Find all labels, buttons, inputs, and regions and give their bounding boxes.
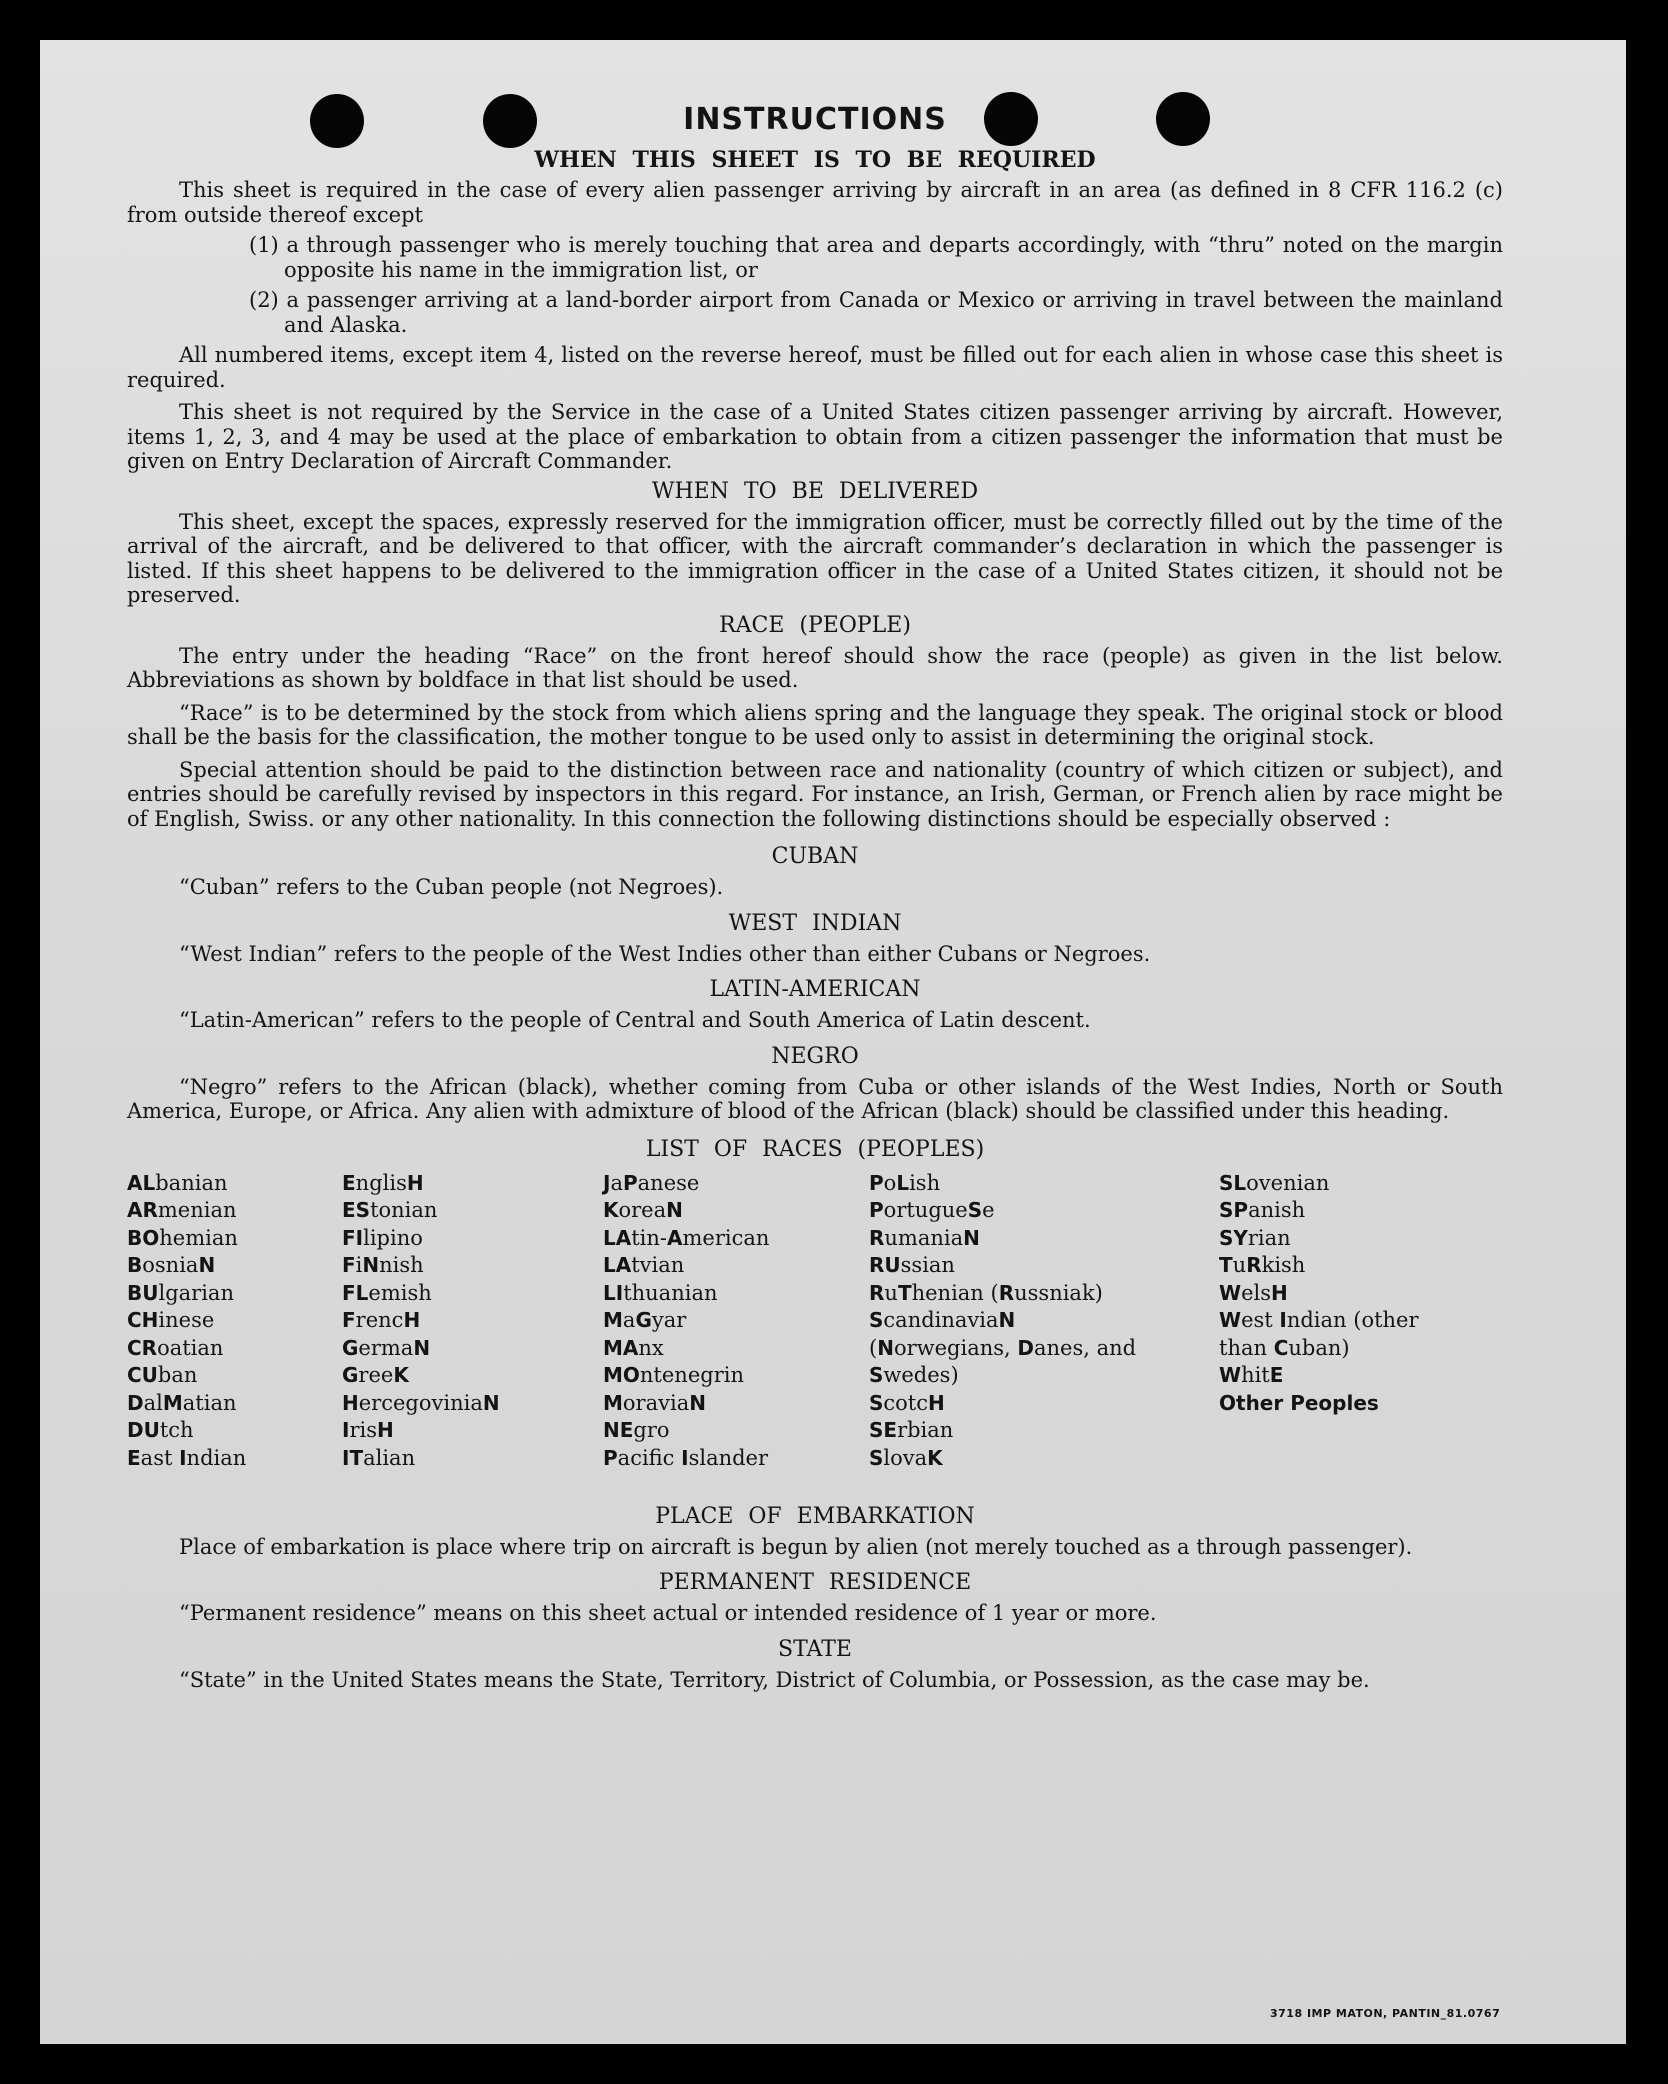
race-entry: NEgro: [603, 1418, 670, 1442]
section-heading: WHEN THIS SHEET IS TO BE REQUIRED: [534, 147, 1096, 173]
race-entry: TuRkish: [1219, 1253, 1306, 1277]
race-entry: CRoatian: [127, 1335, 224, 1360]
race-entry: ScandinaviaN (Norwegians, Danes, and Swedes): [869, 1308, 1137, 1387]
section-heading: LATIN-AMERICAN: [709, 977, 921, 1002]
race-entry: RuThenian (Russniak): [869, 1280, 1103, 1305]
race-column: [603, 1170, 843, 1473]
race-entry: West Indian (other than Cuban): [1219, 1308, 1419, 1360]
race-entry: Pacific Islander: [603, 1445, 769, 1470]
race-entry: BUlgarian: [127, 1280, 234, 1305]
race-list: [127, 1170, 1503, 1495]
race-entry: KoreaN: [603, 1198, 683, 1222]
paragraph: This sheet is not required by the Service in the case of a United States citizen passenger arriving by aircraft. However, items 1, 2, 3, and 4 may be used at the place of embarkation to obtain from a citizen passenger the information that must be given on Entry Declaration of Aircraft Commander.: [127, 400, 1503, 473]
race-entry: DalMatian: [127, 1390, 237, 1415]
race-entry: MoraviaN: [603, 1390, 706, 1415]
race-entry: BosniaN: [127, 1253, 216, 1277]
section-heading: CUBAN: [771, 844, 859, 869]
race-column: [127, 1170, 327, 1473]
race-entry: FIlipino: [342, 1225, 423, 1250]
race-entry: SLovenian: [1219, 1170, 1330, 1195]
race-entry: LAtin-American: [603, 1225, 770, 1250]
paragraph: This sheet is required in the case of every alien passenger arriving by aircraft in an area (as defined in 8 CFR 116.2 (c) from outside thereof except: [127, 178, 1503, 227]
race-entry: BOhemian: [127, 1225, 238, 1250]
race-entry: SlovaK: [869, 1445, 943, 1470]
page-title: INSTRUCTIONS: [683, 102, 947, 137]
race-entry: MOntenegrin: [603, 1363, 744, 1387]
race-entry: EnglisH: [342, 1170, 424, 1195]
race-entry: PoLish: [869, 1170, 941, 1195]
race-entry: JaPanese: [603, 1170, 700, 1195]
printer-footer: 3718 IMP MATON, PANTIN_81.0767: [1270, 2007, 1501, 2020]
section-heading: LIST OF RACES (PEOPLES): [645, 1136, 985, 1162]
section-heading: NEGRO: [771, 1043, 859, 1069]
paragraph: “West Indian” refers to the people of the West Indies other than either Cubans or Negroes.: [179, 941, 1151, 966]
race-entry: ALbanian: [127, 1170, 228, 1195]
paragraph: All numbered items, except item 4, listed on the reverse hereof, must be filled out for each alien in whose case this sheet is required.: [127, 343, 1503, 392]
race-entry: Other Peoples: [1219, 1390, 1379, 1415]
paragraph: “Negro” refers to the African (black), whether coming from Cuba or other islands of the West Indies, North or South America, Europe, or Africa. Any alien with admixture of blood of the African (black) should be classified under this heading.: [127, 1074, 1503, 1123]
race-entry: CUban: [127, 1363, 198, 1387]
race-entry: SPanish: [1219, 1198, 1306, 1222]
race-entry: MaGyar: [603, 1308, 687, 1332]
section-heading: PERMANENT RESIDENCE: [658, 1570, 972, 1595]
race-entry: ITalian: [342, 1445, 416, 1470]
race-entry: ScotcH: [869, 1390, 945, 1415]
race-entry: LAtvian: [603, 1253, 685, 1277]
paragraph: “State” in the United States means the State, Territory, District of Columbia, or Possession, as the case may be.: [179, 1667, 1370, 1692]
paragraph: “Latin-American” refers to the people of Central and South America of Latin descent.: [179, 1008, 1091, 1032]
section-heading: WHEN TO BE DELIVERED: [651, 478, 979, 504]
race-entry: CHinese: [127, 1308, 215, 1332]
race-entry: MAnx: [603, 1335, 664, 1360]
section-heading: RACE (PEOPLE): [719, 612, 911, 638]
race-column: [1219, 1170, 1471, 1418]
section-heading: WEST INDIAN: [728, 910, 902, 936]
section-heading: PLACE OF EMBARKATION: [655, 1503, 975, 1529]
race-entry: HercegoviniaN: [342, 1390, 500, 1415]
race-entry: WelsH: [1219, 1280, 1288, 1305]
paragraph: “Permanent residence” means on this sheet actual or intended residence of 1 year or more.: [179, 1601, 1157, 1625]
instructions-content: [127, 98, 1503, 1692]
race-entry: FiNnish: [342, 1253, 424, 1277]
section-heading: STATE: [778, 1636, 852, 1662]
race-entry: ARmenian: [127, 1198, 237, 1222]
race-entry: RUssian: [869, 1253, 955, 1277]
race-entry: GreeK: [342, 1363, 409, 1387]
paragraph: This sheet, except the spaces, expressly reserved for the immigration officer, must be correctly filled out by the time of the arrival of the aircraft, and be delivered to that officer, with the aircraft commander’s declaration in which the passenger is listed. If this sheet happens to be delivered to the immigration officer in the case of a United States citizen, it should not be preserved.: [127, 509, 1503, 607]
race-entry: DUtch: [127, 1418, 194, 1442]
paragraph: The entry under the heading “Race” on the front hereof should show the race (people) as given in the list below. Abbreviations as shown by boldface in that list should be used.: [127, 643, 1503, 692]
race-entry: FLemish: [342, 1280, 432, 1305]
race-entry: FrencH: [342, 1308, 421, 1332]
race-column: [869, 1170, 1159, 1473]
paragraph: “Cuban” refers to the Cuban people (not Negroes).: [179, 875, 724, 899]
race-entry: IrisH: [342, 1418, 394, 1442]
race-entry: GermaN: [342, 1335, 431, 1360]
race-entry: RumaniaN: [869, 1225, 980, 1250]
paragraph: Place of embarkation is place where trip on aircraft is begun by alien (not merely touched as a through passenger).: [179, 1534, 1413, 1559]
race-entry: SErbian: [869, 1418, 954, 1442]
race-entry: PortugueSe: [869, 1198, 995, 1222]
race-entry: WhitE: [1219, 1363, 1284, 1387]
race-entry: LIthuanian: [603, 1280, 718, 1305]
list-item: (2) a passenger arriving at a land-border airport from Canada or Mexico or arriving in travel between the mainland and Alaska.: [249, 288, 1503, 337]
paragraph: “Race” is to be determined by the stock from which aliens spring and the language they speak. The original stock or blood shall be the basis for the classification, the mother tongue to be used only to assist in determining the original stock.: [127, 700, 1503, 749]
race-entry: SYrian: [1219, 1225, 1291, 1250]
list-item: (1) a through passenger who is merely touching that area and departs accordingly, with “thru” noted on the margin opposite his name in the immigration list, or: [249, 233, 1503, 282]
race-entry: East Indian: [127, 1445, 247, 1470]
race-column: [342, 1170, 582, 1473]
race-entry: EStonian: [342, 1198, 438, 1222]
exception-list: [127, 233, 1503, 337]
paragraph: Special attention should be paid to the distinction between race and nationality (country of which citizen or subject), and entries should be carefully revised by inspectors in this regard. For instance, an Irish, German, or French alien by race might be of English, Swiss. or any other nationality. In this connection the following distinctions should be especially observed :: [127, 757, 1503, 831]
